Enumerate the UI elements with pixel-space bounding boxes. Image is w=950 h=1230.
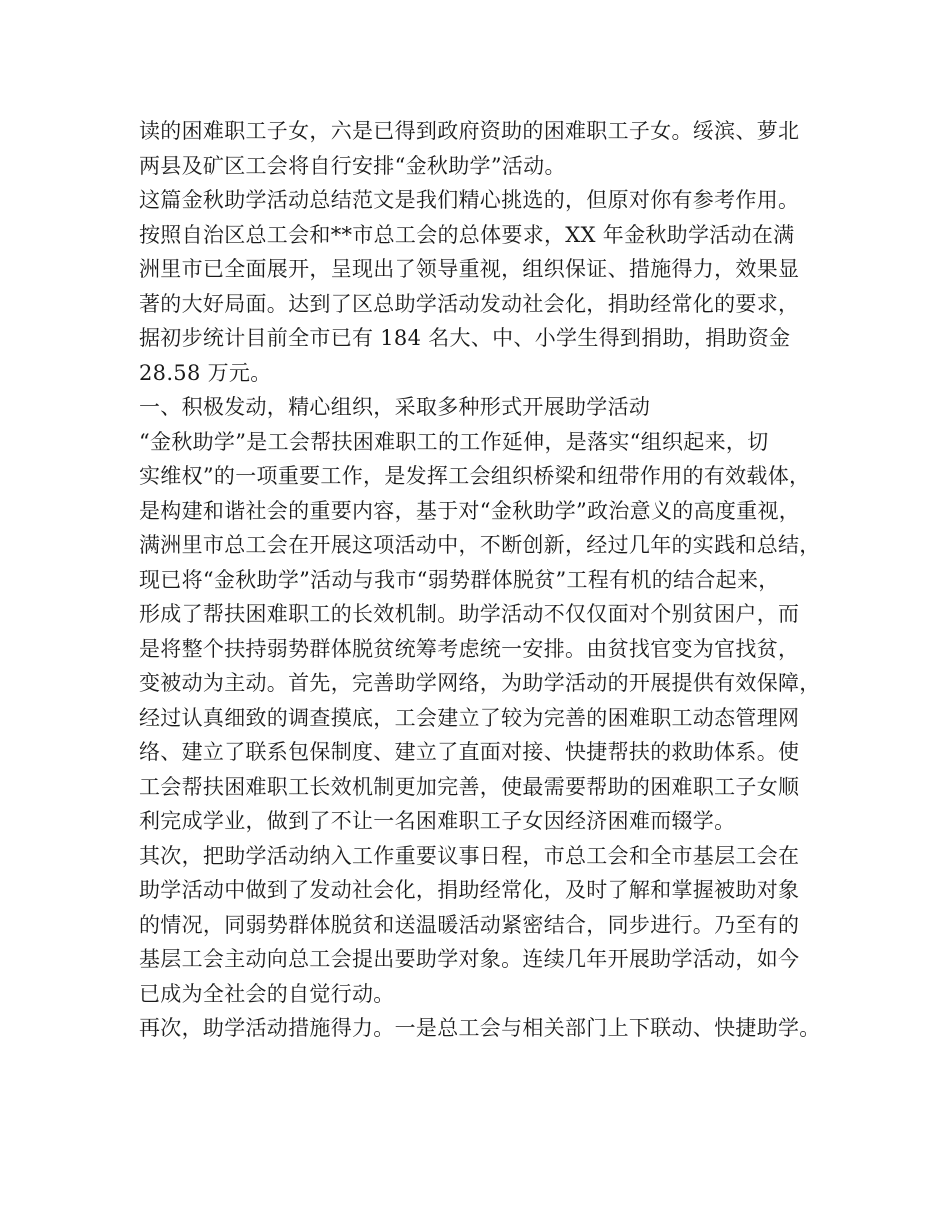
text-line: 已成为全社会的自觉行动。	[139, 981, 395, 1006]
section-heading: 一、积极发动，精心组织，采取多种形式开展助学活动	[139, 395, 651, 419]
text-line: 助学活动中做到了发动社会化，捐助经常化，及时了解和掌握被助对象	[139, 878, 800, 902]
text-line: 络、建立了联系包保制度、建立了直面对接、快捷帮扶的救助体系。使	[139, 740, 800, 764]
text-line: 利完成学业，做到了不让一名困难职工子女因经济困难而辍学。	[139, 809, 736, 833]
text-line: 洲里市已全面展开，呈现出了领导重视，组织保证、措施得力，效果显	[139, 257, 800, 281]
text-line: 28.58 万元。	[139, 360, 272, 385]
text-line: 基层工会主动向总工会提出要助学对象。连续几年开展助学活动，如今	[139, 947, 800, 971]
text-line: 工会帮扶困难职工长效机制更加完善，使最需要帮助的困难职工子女顺	[139, 774, 800, 799]
text-line: 著的大好局面。达到了区总助学活动发动社会化，捐助经常化的要求，	[139, 291, 800, 316]
text-line: 是构建和谐社会的重要内容，基于对“金秋助学”政治意义的高度重视，	[139, 498, 801, 523]
text-line: 实维权”的一项重要工作，是发挥工会组织桥梁和纽带作用的有效载体，	[139, 464, 811, 488]
text-line: 两县及矿区工会将自行安排“金秋助学”活动。	[139, 153, 566, 178]
text-line: 按照自治区总工会和**市总工会的总体要求，XX 年金秋助学活动在满	[139, 222, 795, 247]
text-line: 的情况，同弱势群体脱贫和送温暖活动紧密结合，同步进行。乃至有的	[139, 912, 800, 937]
text-line: 再次，助学活动措施得力。一是总工会与相关部门上下联动、快捷助学。	[139, 1016, 821, 1040]
body-text	[139, 114, 839, 1046]
text-line: 其次，把助学活动纳入工作重要议事日程，市总工会和全市基层工会在	[139, 843, 800, 868]
text-line: 变被动为主动。首先，完善助学网络，为助学活动的开展提供有效保障，	[139, 671, 821, 695]
text-line: “金秋助学”是工会帮扶困难职工的工作延伸，是落实“组织起来，切	[139, 429, 769, 454]
text-line: 这篇金秋助学活动总结范文是我们精心挑选的，但原对你有参考作用。	[139, 188, 800, 212]
text-line: 读的困难职工子女，六是已得到政府资助的困难职工子女。绥滨、萝北	[139, 119, 800, 143]
text-line: 据初步统计目前全市已有 184 名大、中、小学生得到捐助，捐助资金	[139, 326, 791, 350]
text-line: 现已将“金秋助学”活动与我市“弱势群体脱贫”工程有机的结合起来，	[139, 567, 780, 592]
text-line: 经过认真细致的调查摸底，工会建立了较为完善的困难职工动态管理网	[139, 705, 800, 730]
text-line: 形成了帮扶困难职工的长效机制。助学活动不仅仅面对个别贫困户，而	[139, 602, 800, 626]
text-line: 满洲里市总工会在开展这项活动中，不断创新，经过几年的实践和总结，	[139, 533, 821, 557]
text-line: 是将整个扶持弱势群体脱贫统筹考虑统一安排。由贫找官变为官找贫，	[139, 636, 800, 661]
